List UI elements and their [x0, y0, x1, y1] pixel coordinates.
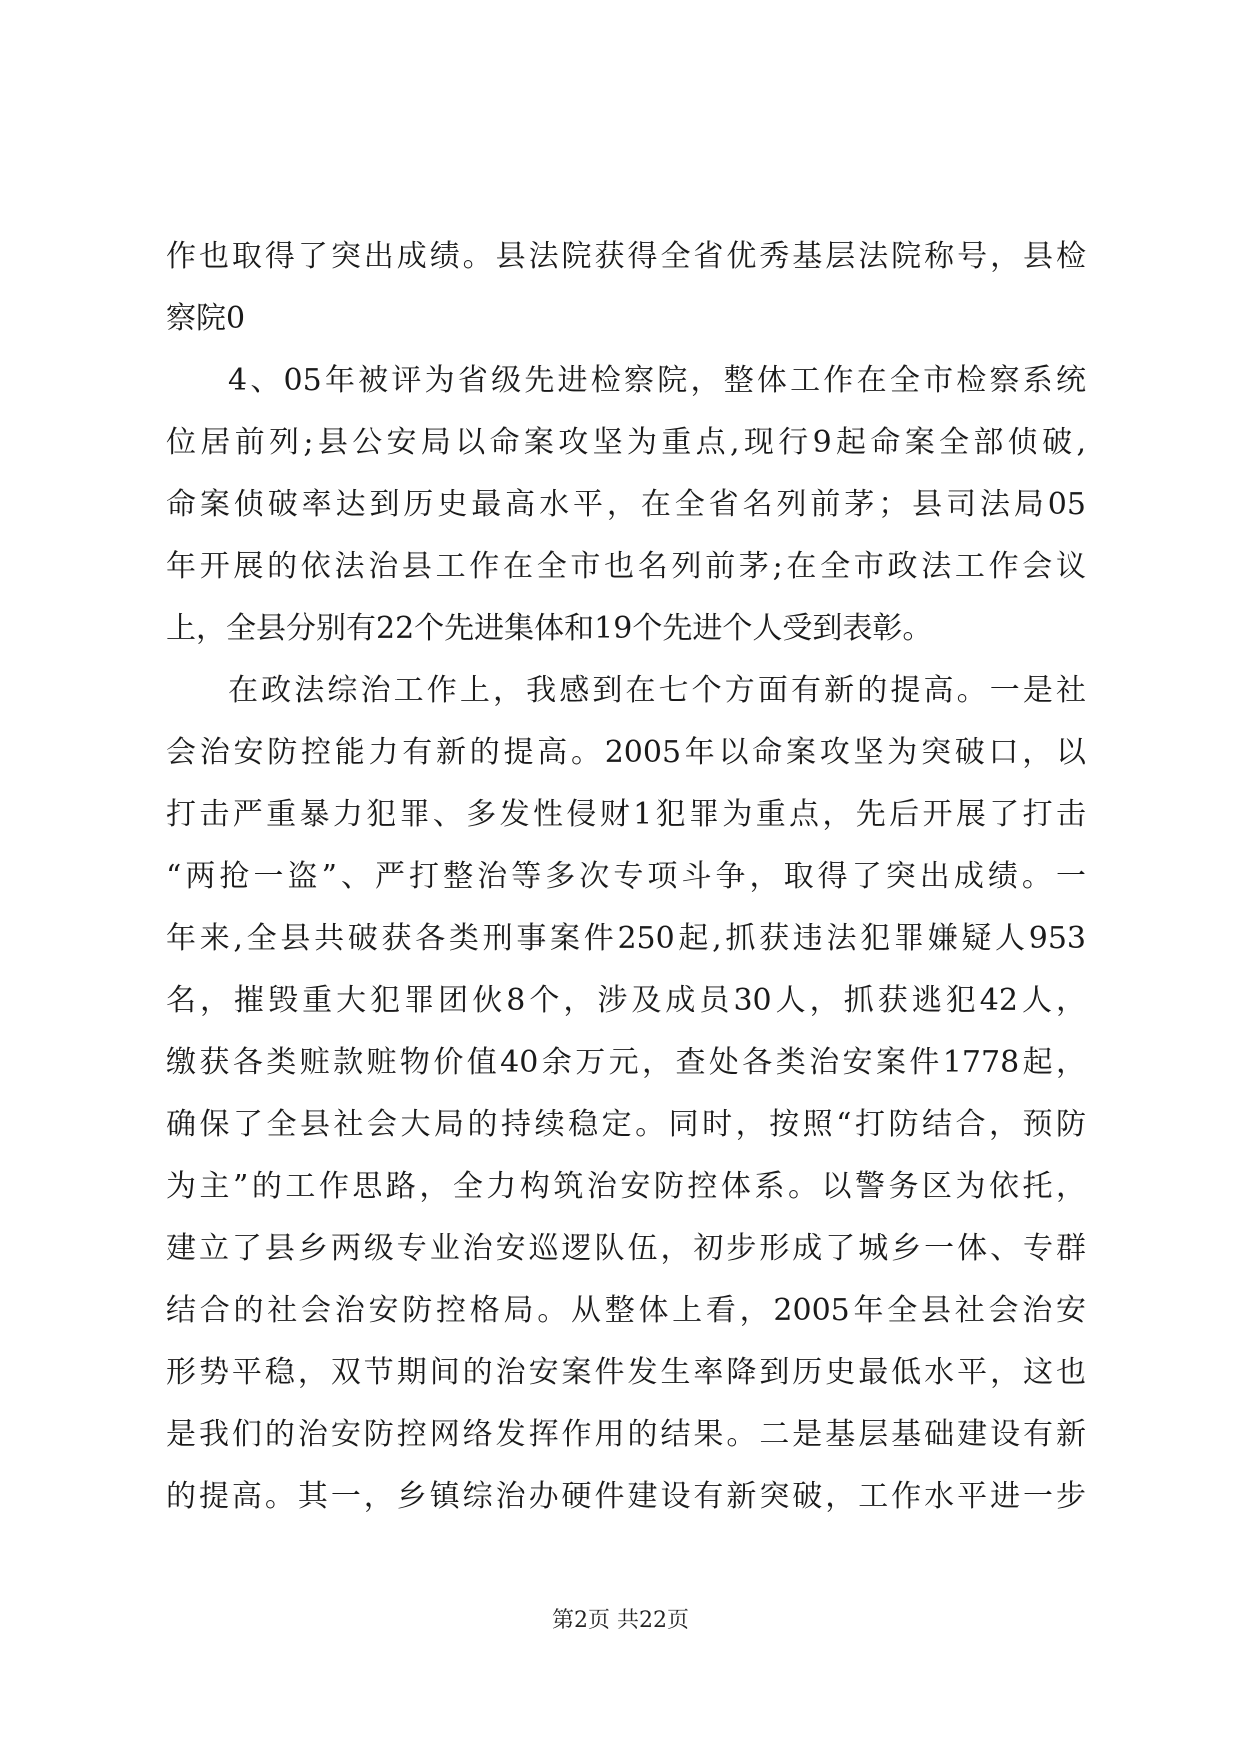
text-line: 4、05年被评为省级先进检察院，整体工作在全市检察系统: [228, 363, 1086, 398]
text-line: 的提高。其一，乡镇综治办硬件建设有新突破，工作水平进一步: [166, 1479, 1086, 1514]
text-line: 年开展的依法治县工作在全市也名列前茅;在全市政法工作会议: [166, 549, 1086, 584]
text-line: “两抢一盗”、严打整治等多次专项斗争，取得了突出成绩。一: [166, 859, 1086, 894]
text-line: 会治安防控能力有新的提高。2005年以命案攻坚为突破口，以: [166, 735, 1086, 770]
text-line: 命案侦破率达到历史最高水平，在全省名列前茅；县司法局05: [166, 487, 1086, 522]
text-line: 为主”的工作思路，全力构筑治安防控体系。以警务区为依托，: [166, 1169, 1086, 1204]
text-line: 作也取得了突出成绩。县法院获得全省优秀基层法院称号，县检: [166, 239, 1086, 274]
text-line: 确保了全县社会大局的持续稳定。同时，按照“打防结合，预防: [166, 1107, 1086, 1142]
text-line: 结合的社会治安防控格局。从整体上看，2005年全县社会治安: [166, 1293, 1086, 1328]
page-number-footer: 第2页 共22页: [552, 1608, 689, 1633]
text-line: 名，摧毁重大犯罪团伙8个，涉及成员30人，抓获逃犯42人，: [166, 983, 1086, 1018]
text-line: 年来,全县共破获各类刑事案件250起,抓获违法犯罪嫌疑人953: [166, 921, 1086, 956]
text-line: 打击严重暴力犯罪、多发性侵财1犯罪为重点，先后开展了打击: [166, 797, 1086, 832]
text-line: 上，全县分别有22个先进集体和19个先进个人受到表彰。: [166, 611, 933, 646]
text-line: 形势平稳，双节期间的治安案件发生率降到历史最低水平，这也: [166, 1355, 1086, 1390]
text-line: 位居前列;县公安局以命案攻坚为重点,现行9起命案全部侦破,: [166, 425, 1086, 460]
text-line: 缴获各类赃款赃物价值40余万元，查处各类治安案件1778起，: [166, 1045, 1086, 1080]
text-line: 是我们的治安防控网络发挥作用的结果。二是基层基础建设有新: [166, 1417, 1086, 1452]
text-line: 察院0: [166, 301, 246, 336]
text-line: 建立了县乡两级专业治安巡逻队伍，初步形成了城乡一体、专群: [166, 1231, 1086, 1266]
document-body: [166, 226, 1086, 1528]
text-line: 在政法综治工作上，我感到在七个方面有新的提高。一是社: [228, 673, 1086, 708]
